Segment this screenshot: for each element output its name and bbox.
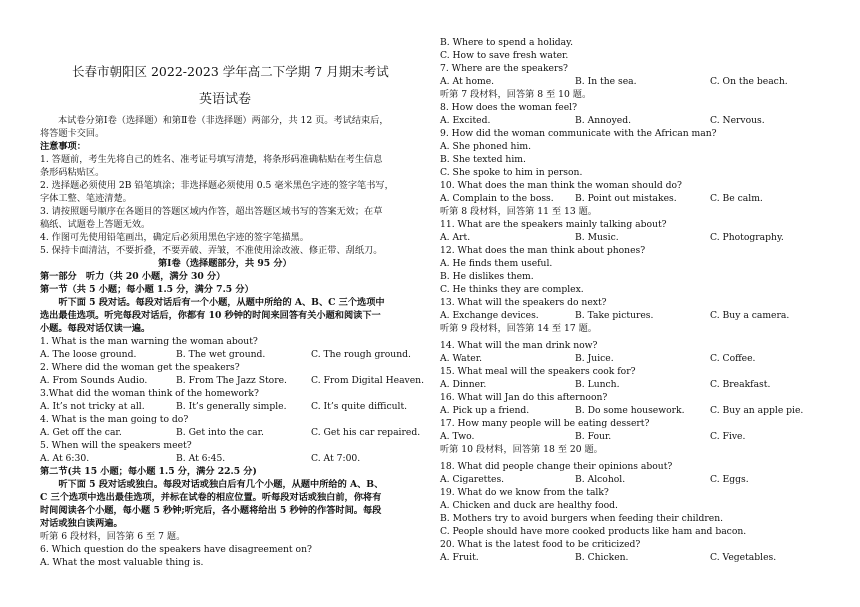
option-b[interactable]: B. In the sea. [575,76,637,87]
option-b[interactable]: B. Four. [575,431,612,442]
option-a[interactable]: A. What the most valuable thing is. [40,557,204,568]
notice-line: 条形码粘贴区。 [40,167,105,178]
option-c[interactable]: C. On the beach. [710,76,788,87]
option-row [440,232,832,243]
option-a[interactable]: A. From Sounds Audio. [40,375,148,386]
section-instruction: 听下面 5 段对话。每段对话后有一个小题，从题中所给的 A、B、C 三个选项中 [40,297,385,308]
option-c[interactable]: C. It’s quite difficult. [311,401,408,412]
option-a[interactable]: A. She phoned him. [440,141,532,152]
question-text: 7. Where are the speakers? [440,63,568,74]
notice-line: 1. 答题前，考生先将自己的姓名、准考证号填写清楚，将条形码准确粘贴在考生信息 [40,154,383,165]
option-a[interactable]: A. Chicken and duck are healthy food. [440,500,618,511]
question-text: 20. What is the latest food to be criticized? [440,539,641,550]
option-b[interactable]: B. Take pictures. [575,310,654,321]
notice-line: 2. 选择题必须使用 2B 铅笔填涂；非选择题必须使用 0.5 毫米黑色字迹的签字笔书写， [40,180,394,191]
question-text: 12. What does the man think about phones? [440,245,646,256]
volume-heading: 第Ⅰ卷（选择题部分，共 95 分） [158,258,292,269]
option-a[interactable]: A. Water. [440,353,483,364]
option-c[interactable]: C. Five. [710,431,746,442]
option-a[interactable]: A. Complain to the boss. [440,193,554,204]
question-text: 3.What did the woman think of the homework? [40,388,259,399]
option-b[interactable]: B. Alcohol. [575,474,626,485]
option-a[interactable]: A. Pick up a friend. [440,405,530,416]
question-text: 17. How many people will be eating dessert? [440,418,650,429]
section-instruction: 对话或独白读两遍。 [40,518,123,529]
section-heading: 第二节(共 15 小题；每小题 1.5 分，满分 22.5 分) [40,466,257,477]
option-c[interactable]: C. Breakfast. [710,379,771,390]
question-text: 4. What is the man going to do? [40,414,189,425]
notice-line: 稿纸、试题卷上答题无效。 [40,219,151,230]
option-c[interactable]: C. Vegetables. [710,552,777,563]
option-a[interactable]: A. Cigarettes. [440,474,505,485]
option-c[interactable]: C. Eggs. [710,474,749,485]
option-row [440,76,832,87]
option-c[interactable]: C. Coffee. [710,353,756,364]
option-a[interactable]: A. Art. [440,232,471,243]
option-b[interactable]: B. The wet ground. [176,349,266,360]
option-a[interactable]: A. Dinner. [440,379,487,390]
option-b[interactable]: B. Where to spend a holiday. [440,37,574,48]
option-b[interactable]: B. Mothers try to avoid burgers when feeding their children. [440,513,724,524]
notice-line: 5. 保持卡面清洁，不要折叠，不要弄破、弄皱，不准使用涂改液、修正带、刮纸刀。 [40,245,383,256]
intro-line: 将答题卡交回。 [40,128,105,139]
option-row [440,310,832,321]
option-b[interactable]: B. Point out mistakes. [575,193,677,204]
option-c[interactable]: C. He thinks they are complex. [440,284,584,295]
option-b[interactable]: B. Chicken. [575,552,629,563]
notice-title: 注意事项： [40,141,86,152]
question-text: 8. How does the woman feel? [440,102,578,113]
option-c[interactable]: C. At 7:00. [311,453,361,464]
section-instruction: 小题。每段对话仅读一遍。 [40,323,151,334]
section-instruction: 时间阅读各个小题，每小题 5 秒钟;听完后，各小题将给出 5 秒钟的作答时间。每段 [40,505,382,516]
question-text: 19. What do we know from the talk? [440,487,609,498]
question-text: 16. What will Jan do this afternoon? [440,392,608,403]
option-b[interactable]: B. It’s generally simple. [176,401,287,412]
question-text: 10. What does the man think the woman should do? [440,180,682,191]
option-a[interactable]: A. At 6:30. [40,453,90,464]
option-row [440,353,832,364]
option-row [440,115,832,126]
notice-line: 4. 作图可先使用铅笔画出，确定后必须用黑色字迹的签字笔描黑。 [40,232,309,243]
option-b[interactable]: B. At 6:45. [176,453,226,464]
option-a[interactable]: A. It’s not tricky at all. [40,401,145,412]
option-c[interactable]: C. Get his car repaired. [311,427,421,438]
option-a[interactable]: A. He finds them useful. [440,258,553,269]
question-text: 5. When will the speakers meet? [40,440,192,451]
option-row [40,427,421,438]
option-row [40,453,412,464]
question-text: 18. What did people change their opinions about? [440,461,673,472]
option-b[interactable]: B. She texted him. [440,154,526,165]
option-row [440,193,832,204]
listen-note: 听第 8 段材料，回答第 11 至 13 题。 [440,206,597,217]
subject-title: 英语试卷 [199,92,252,107]
option-a[interactable]: A. Two. [440,431,475,442]
option-c[interactable]: C. From Digital Heaven. [311,375,425,386]
option-a[interactable]: A. The loose ground. [40,349,137,360]
listen-note: 听第 6 段材料，回答第 6 至 7 题。 [40,531,186,542]
option-b[interactable]: B. Annoyed. [575,115,632,126]
section-instruction: 选出最佳选项。听完每段对话后，你都有 10 秒钟的时间来回答有关小题和阅读下一 [40,310,381,321]
option-b[interactable]: B. Juice. [575,353,614,364]
option-c[interactable]: C. People should have more cooked products like ham and bacon. [440,526,747,537]
option-c[interactable]: C. Buy a camera. [710,310,790,321]
listen-note: 听第 7 段材料，回答第 8 至 10 题。 [440,89,592,100]
option-c[interactable]: C. Photography. [710,232,784,243]
option-a[interactable]: A. Exchange devices. [440,310,539,321]
option-c[interactable]: C. Buy an apple pie. [710,405,804,416]
question-text: 6. Which question do the speakers have disagreement on? [40,544,312,555]
option-row [440,474,832,485]
notice-line: 3. 请按照题号顺序在各题目的答题区域内作答，超出答题区域书写的答案无效；在草 [40,206,383,217]
option-b[interactable]: B. Music. [575,232,619,243]
option-b[interactable]: B. From The Jazz Store. [176,375,287,386]
part-heading: 第一部分 听力（共 20 小题，满分 30 分） [40,271,226,282]
option-row [40,349,412,360]
intro-line: 本试卷分第Ⅰ卷（选择题）和第Ⅱ卷（非选择题）两部分，共 12 页。考试结束后， [58,115,389,126]
listen-note: 听第 10 段材料，回答第 18 至 20 题。 [440,444,603,455]
question-text: 14. What will the man drink now? [440,340,598,351]
section-instruction: 听下面 5 段对话或独白。每段对话或独白后有几个小题，从题中所给的 A、B、 [40,479,384,490]
option-a[interactable]: A. Fruit. [440,552,479,563]
notice-line: 字体工整、笔迹清楚。 [40,193,132,204]
section-instruction: C 三个选项中选出最佳选项，并标在试卷的相应位置。听每段对话或独白前，你将有 [40,492,382,503]
option-c[interactable]: C. How to save fresh water. [440,50,569,61]
option-row [440,379,832,390]
question-text: 13. What will the speakers do next? [440,297,607,308]
option-a[interactable]: A. Get off the car. [40,427,122,438]
option-a[interactable]: A. At home. [440,76,495,87]
option-row [40,375,425,386]
option-c[interactable]: C. Nervous. [710,115,765,126]
question-text: 1. What is the man warning the woman about? [40,336,258,347]
option-b[interactable]: B. Do some housework. [575,405,685,416]
question-text: 11. What are the speakers mainly talking about? [440,219,667,230]
listen-note: 听第 9 段材料，回答第 14 至 17 题。 [440,323,597,334]
option-row [40,401,412,412]
option-row [440,405,832,416]
option-b[interactable]: B. Lunch. [575,379,620,390]
question-text: 9. How did the woman communicate with the African man? [440,128,717,139]
exam-title: 长春市朝阳区 2022-2023 学年高二下学期 7 月期末考试 [72,64,389,79]
option-row [440,552,832,563]
question-text: 2. Where did the woman get the speakers? [40,362,240,373]
option-b[interactable]: B. Get into the car. [176,427,264,438]
option-c[interactable]: C. She spoke to him in person. [440,167,583,178]
option-c[interactable]: C. Be calm. [710,193,763,204]
option-b[interactable]: B. He dislikes them. [440,271,534,282]
question-text: 15. What meal will the speakers cook for? [440,366,636,377]
option-c[interactable]: C. The rough ground. [311,349,411,360]
option-a[interactable]: A. Excited. [440,115,491,126]
option-row [440,431,832,442]
section-heading: 第一节（共 5 小题；每小题 1.5 分，满分 7.5 分） [40,284,254,295]
